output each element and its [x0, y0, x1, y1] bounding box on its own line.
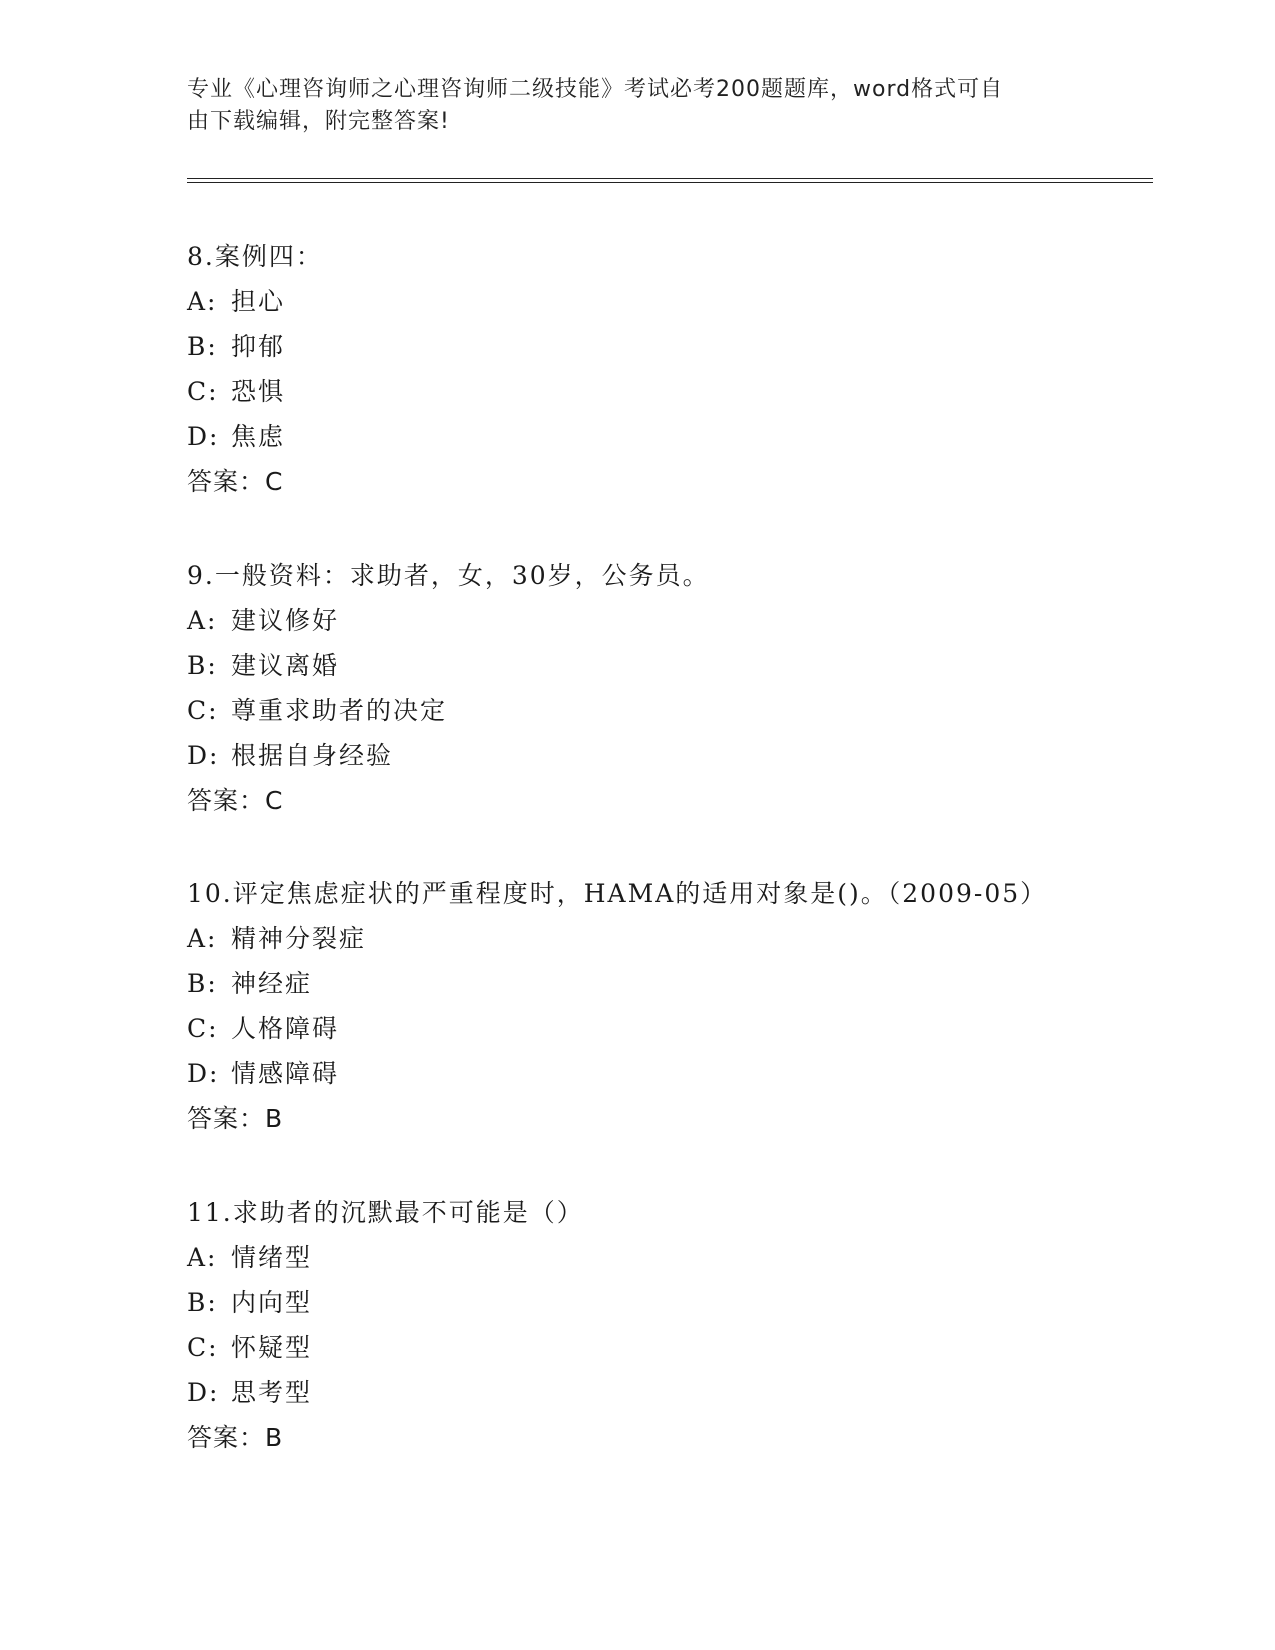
question-stem: 9.一般资料：求助者，女，30岁，公务员。: [187, 561, 710, 590]
answer-line: 答案：C: [187, 786, 284, 815]
option-key: A:: [187, 606, 218, 635]
option-text: 思考型: [231, 1378, 313, 1407]
option-text: 担心: [231, 287, 286, 316]
option-key: B:: [187, 969, 218, 998]
option-c: [187, 688, 1187, 733]
option-key: C:: [187, 377, 219, 406]
option-a: [187, 598, 1187, 643]
option-d: [187, 733, 1187, 778]
option-text: 情绪型: [231, 1243, 313, 1272]
option-key: B:: [187, 332, 218, 361]
question-stem: 10.评定焦虑症状的严重程度时，HAMA的适用对象是()。（2009-05）: [187, 879, 1048, 908]
question-stem: 8.案例四：: [187, 242, 323, 271]
option-a: [187, 916, 1187, 961]
option-a: [187, 1235, 1187, 1280]
question-11: [187, 1190, 1187, 1460]
option-c: [187, 369, 1187, 414]
option-text: 内向型: [231, 1288, 313, 1317]
option-d: [187, 414, 1187, 459]
option-text: 建议修好: [231, 606, 340, 635]
option-key: C:: [187, 1014, 219, 1043]
option-key: A:: [187, 1243, 218, 1272]
answer-line: 答案：B: [187, 1423, 284, 1452]
option-key: A:: [187, 924, 218, 953]
question-10: [187, 871, 1187, 1141]
option-key: C:: [187, 696, 219, 725]
option-key: D:: [187, 422, 220, 451]
option-b: [187, 961, 1187, 1006]
option-key: D:: [187, 1059, 220, 1088]
option-text: 恐惧: [231, 377, 286, 406]
header-line-2: 由下载编辑，附完整答案!: [187, 109, 450, 134]
option-text: 尊重求助者的决定: [231, 696, 448, 725]
option-key: B:: [187, 1288, 218, 1317]
option-b: [187, 1280, 1187, 1325]
answer-line: 答案：C: [187, 467, 284, 496]
option-c: [187, 1006, 1187, 1051]
option-key: D:: [187, 1378, 220, 1407]
question-8: [187, 234, 1187, 504]
option-b: [187, 324, 1187, 369]
document-header: [187, 74, 1067, 138]
header-divider-bottom: [187, 182, 1153, 183]
option-text: 人格障碍: [231, 1014, 340, 1043]
option-text: 抑郁: [231, 332, 286, 361]
option-key: B:: [187, 651, 218, 680]
answer-line: 答案：B: [187, 1104, 284, 1133]
question-9: [187, 553, 1187, 823]
option-c: [187, 1325, 1187, 1370]
option-key: C:: [187, 1333, 219, 1362]
option-b: [187, 643, 1187, 688]
option-d: [187, 1370, 1187, 1415]
question-stem: 11.求助者的沉默最不可能是（）: [187, 1198, 584, 1227]
option-text: 焦虑: [231, 422, 286, 451]
header-divider-top: [187, 178, 1153, 179]
option-text: 建议离婚: [231, 651, 340, 680]
option-text: 神经症: [231, 969, 313, 998]
option-key: A:: [187, 287, 218, 316]
option-key: D:: [187, 741, 220, 770]
option-text: 情感障碍: [231, 1059, 340, 1088]
option-a: [187, 279, 1187, 324]
option-text: 精神分裂症: [231, 924, 367, 953]
option-d: [187, 1051, 1187, 1096]
option-text: 怀疑型: [231, 1333, 313, 1362]
option-text: 根据自身经验: [231, 741, 394, 770]
header-line-1: 专业《心理咨询师之心理咨询师二级技能》考试必考200题题库，word格式可自: [187, 77, 1004, 102]
